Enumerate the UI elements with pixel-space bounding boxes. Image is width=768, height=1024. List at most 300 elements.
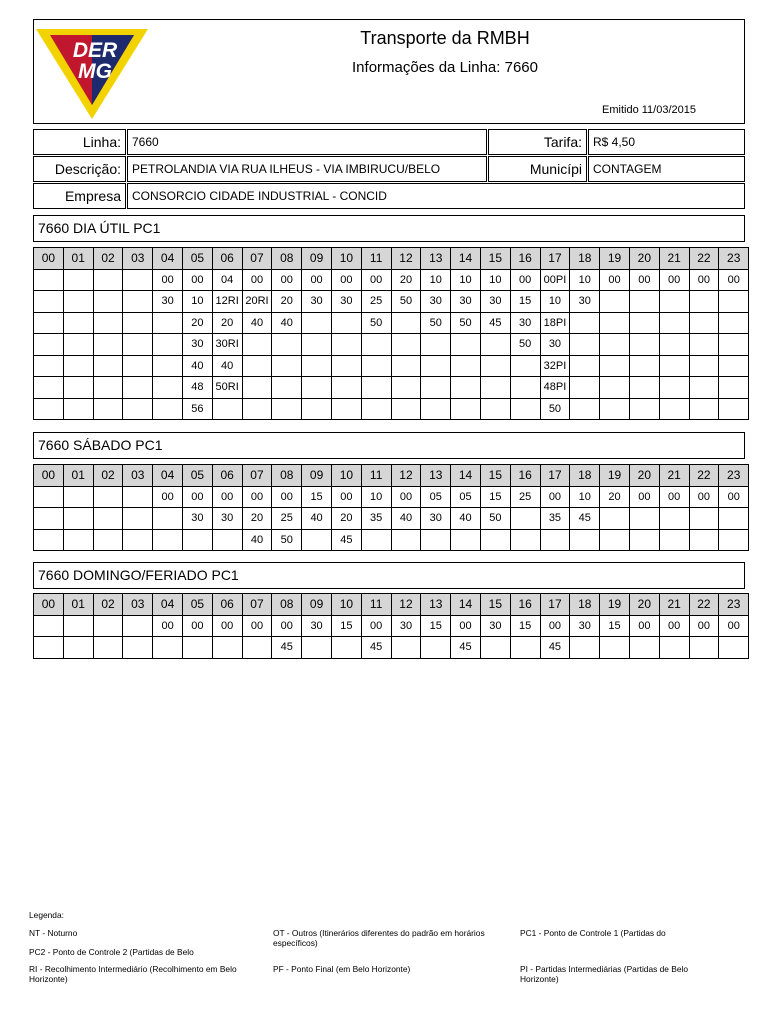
departure-time-cell: 04 bbox=[212, 269, 242, 291]
schedule-row bbox=[34, 508, 749, 530]
hour-header-cell: 04 bbox=[153, 465, 183, 487]
departure-time-cell: 05 bbox=[451, 486, 481, 508]
departure-time-cell bbox=[719, 291, 749, 313]
municipio-value: CONTAGEM bbox=[588, 156, 745, 182]
departure-time-cell bbox=[480, 355, 510, 377]
departure-time-cell: 00 bbox=[302, 269, 332, 291]
departure-time-cell bbox=[34, 377, 64, 399]
departure-time-cell bbox=[34, 334, 64, 356]
departure-time-cell: 15 bbox=[421, 615, 451, 637]
departure-time-cell: 00 bbox=[212, 615, 242, 637]
departure-time-cell bbox=[510, 637, 540, 659]
hour-header-cell: 20 bbox=[629, 465, 659, 487]
departure-time-cell bbox=[689, 355, 719, 377]
departure-time-cell bbox=[242, 334, 272, 356]
departure-time-cell bbox=[451, 377, 481, 399]
departure-time-cell bbox=[629, 355, 659, 377]
departure-time-cell bbox=[34, 291, 64, 313]
departure-time-cell: 30 bbox=[480, 615, 510, 637]
departure-time-cell bbox=[63, 486, 93, 508]
departure-time-cell: 00 bbox=[331, 269, 361, 291]
departure-time-cell: 10 bbox=[570, 269, 600, 291]
hour-header-cell: 22 bbox=[689, 248, 719, 270]
departure-time-cell: 10 bbox=[570, 486, 600, 508]
departure-time-cell: 45 bbox=[331, 529, 361, 551]
hour-header-cell: 03 bbox=[123, 465, 153, 487]
schedule-row bbox=[34, 291, 749, 313]
departure-time-cell: 40 bbox=[451, 508, 481, 530]
departure-time-cell: 30 bbox=[421, 508, 451, 530]
departure-time-cell bbox=[719, 508, 749, 530]
departure-time-cell bbox=[659, 637, 689, 659]
departure-time-cell: 00 bbox=[659, 486, 689, 508]
departure-time-cell bbox=[153, 529, 183, 551]
departure-time-cell: 20 bbox=[391, 269, 421, 291]
departure-time-cell: 30 bbox=[182, 508, 212, 530]
hour-header-cell: 01 bbox=[63, 594, 93, 616]
departure-time-cell: 45 bbox=[361, 637, 391, 659]
departure-time-cell bbox=[302, 398, 332, 420]
hour-header-cell: 21 bbox=[659, 465, 689, 487]
legend-pc2: PC2 - Ponto de Controle 2 (Partidas de Belo bbox=[29, 947, 194, 957]
departure-time-cell bbox=[629, 508, 659, 530]
legend-title: Legenda: bbox=[29, 910, 64, 920]
hour-header-cell: 19 bbox=[600, 465, 630, 487]
departure-time-cell bbox=[63, 529, 93, 551]
departure-time-cell: 20 bbox=[242, 508, 272, 530]
departure-time-cell bbox=[570, 377, 600, 399]
departure-time-cell bbox=[659, 377, 689, 399]
hour-header-cell: 08 bbox=[272, 594, 302, 616]
departure-time-cell bbox=[659, 334, 689, 356]
departure-time-cell: 00 bbox=[689, 269, 719, 291]
descricao-value: PETROLANDIA VIA RUA ILHEUS - VIA IMBIRUCU/BELO bbox=[127, 156, 487, 182]
departure-time-cell: 00 bbox=[719, 269, 749, 291]
departure-time-cell bbox=[272, 398, 302, 420]
departure-time-cell bbox=[629, 398, 659, 420]
departure-time-cell bbox=[361, 355, 391, 377]
linha-value: 7660 bbox=[127, 129, 487, 155]
departure-time-cell bbox=[153, 637, 183, 659]
schedule-row bbox=[34, 615, 749, 637]
departure-time-cell: 15 bbox=[480, 486, 510, 508]
departure-time-cell bbox=[689, 312, 719, 334]
departure-time-cell bbox=[391, 398, 421, 420]
schedule-grid-sabado bbox=[33, 464, 749, 551]
hour-header-cell: 21 bbox=[659, 248, 689, 270]
linha-label: Linha: bbox=[33, 129, 126, 155]
departure-time-cell bbox=[570, 312, 600, 334]
departure-time-cell bbox=[123, 291, 153, 313]
departure-time-cell: 30 bbox=[570, 615, 600, 637]
departure-time-cell: 00 bbox=[629, 269, 659, 291]
departure-time-cell bbox=[63, 269, 93, 291]
departure-time-cell bbox=[629, 312, 659, 334]
departure-time-cell bbox=[34, 529, 64, 551]
hour-header-cell: 11 bbox=[361, 248, 391, 270]
departure-time-cell: 00 bbox=[242, 269, 272, 291]
schedule-row bbox=[34, 355, 749, 377]
departure-time-cell bbox=[659, 291, 689, 313]
hour-header-cell: 16 bbox=[510, 465, 540, 487]
hour-header-cell: 06 bbox=[212, 465, 242, 487]
hour-header-cell: 20 bbox=[629, 594, 659, 616]
schedule-row bbox=[34, 334, 749, 356]
departure-time-cell bbox=[63, 334, 93, 356]
departure-time-cell bbox=[63, 615, 93, 637]
departure-time-cell: 56 bbox=[182, 398, 212, 420]
departure-time-cell bbox=[302, 637, 332, 659]
departure-time-cell bbox=[600, 334, 630, 356]
hour-header-cell: 05 bbox=[182, 594, 212, 616]
departure-time-cell: 40 bbox=[212, 355, 242, 377]
departure-time-cell bbox=[391, 355, 421, 377]
departure-time-cell bbox=[63, 398, 93, 420]
empresa-label: Empresa bbox=[33, 183, 126, 209]
departure-time-cell: 45 bbox=[540, 637, 570, 659]
departure-time-cell bbox=[689, 377, 719, 399]
departure-time-cell bbox=[93, 398, 123, 420]
departure-time-cell bbox=[302, 312, 332, 334]
departure-time-cell: 00 bbox=[212, 486, 242, 508]
departure-time-cell bbox=[212, 637, 242, 659]
departure-time-cell bbox=[659, 508, 689, 530]
departure-time-cell: 45 bbox=[570, 508, 600, 530]
hour-header-cell: 08 bbox=[272, 248, 302, 270]
legend-ri: RI - Recolhimento Intermediário (Recolhimento em Belo Horizonte) bbox=[29, 964, 237, 984]
hour-header-cell: 06 bbox=[212, 248, 242, 270]
departure-time-cell: 32PI bbox=[540, 355, 570, 377]
hour-header-cell: 22 bbox=[689, 465, 719, 487]
departure-time-cell: 15 bbox=[600, 615, 630, 637]
departure-time-cell: 45 bbox=[480, 312, 510, 334]
departure-time-cell bbox=[451, 398, 481, 420]
departure-time-cell bbox=[600, 508, 630, 530]
legend-pi: PI - Partidas Intermediárias (Partidas de Belo Horizonte) bbox=[520, 964, 689, 984]
departure-time-cell bbox=[391, 637, 421, 659]
departure-time-cell bbox=[123, 334, 153, 356]
departure-time-cell bbox=[451, 355, 481, 377]
departure-time-cell: 25 bbox=[510, 486, 540, 508]
legend-ot: OT - Outros (Itinerários diferentes do padrão em horários específicos) bbox=[273, 928, 485, 948]
departure-time-cell: 30 bbox=[510, 312, 540, 334]
departure-time-cell bbox=[421, 529, 451, 551]
departure-time-cell bbox=[540, 529, 570, 551]
departure-time-cell bbox=[93, 508, 123, 530]
departure-time-cell bbox=[689, 291, 719, 313]
tarifa-label: Tarifa: bbox=[488, 129, 587, 155]
departure-time-cell bbox=[719, 355, 749, 377]
departure-time-cell bbox=[93, 312, 123, 334]
municipio-label: Municípi bbox=[488, 156, 587, 182]
departure-time-cell: 20 bbox=[272, 291, 302, 313]
departure-time-cell bbox=[510, 355, 540, 377]
departure-time-cell: 40 bbox=[391, 508, 421, 530]
departure-time-cell bbox=[331, 312, 361, 334]
departure-time-cell bbox=[391, 377, 421, 399]
legend-pc1: PC1 - Ponto de Controle 1 (Partidas do bbox=[520, 928, 666, 938]
hour-header-cell: 07 bbox=[242, 594, 272, 616]
departure-time-cell bbox=[93, 377, 123, 399]
departure-time-cell bbox=[93, 334, 123, 356]
departure-time-cell bbox=[153, 312, 183, 334]
hour-header-cell: 09 bbox=[302, 465, 332, 487]
departure-time-cell bbox=[123, 377, 153, 399]
hour-header-cell: 15 bbox=[480, 465, 510, 487]
departure-time-cell bbox=[480, 637, 510, 659]
departure-time-cell bbox=[34, 355, 64, 377]
hour-header-cell: 11 bbox=[361, 594, 391, 616]
departure-time-cell bbox=[689, 334, 719, 356]
departure-time-cell bbox=[689, 508, 719, 530]
hour-header-cell: 15 bbox=[480, 248, 510, 270]
logo-text-mg: MG bbox=[78, 60, 112, 83]
hour-header-cell: 05 bbox=[182, 248, 212, 270]
departure-time-cell bbox=[629, 334, 659, 356]
departure-time-cell bbox=[689, 637, 719, 659]
hour-header-cell: 02 bbox=[93, 465, 123, 487]
departure-time-cell: 20 bbox=[182, 312, 212, 334]
departure-time-cell: 00 bbox=[361, 269, 391, 291]
departure-time-cell: 00 bbox=[689, 615, 719, 637]
departure-time-cell: 50 bbox=[480, 508, 510, 530]
departure-time-cell bbox=[302, 334, 332, 356]
hour-header-cell: 19 bbox=[600, 248, 630, 270]
departure-time-cell: 10 bbox=[421, 269, 451, 291]
departure-time-cell: 00 bbox=[153, 486, 183, 508]
hour-header-cell: 10 bbox=[331, 594, 361, 616]
departure-time-cell: 30 bbox=[480, 291, 510, 313]
departure-time-cell bbox=[421, 355, 451, 377]
hour-header-cell: 00 bbox=[34, 594, 64, 616]
section-title-domingo: 7660 DOMINGO/FERIADO PC1 bbox=[33, 562, 745, 589]
departure-time-cell bbox=[391, 529, 421, 551]
legend-nt: NT - Noturno bbox=[29, 928, 78, 938]
departure-time-cell bbox=[272, 377, 302, 399]
departure-time-cell bbox=[93, 637, 123, 659]
departure-time-cell: 00 bbox=[242, 486, 272, 508]
departure-time-cell bbox=[123, 486, 153, 508]
departure-time-cell: 00 bbox=[510, 269, 540, 291]
hour-header-cell: 05 bbox=[182, 465, 212, 487]
section-title-dia-util: 7660 DIA ÚTIL PC1 bbox=[33, 215, 745, 242]
departure-time-cell: 10 bbox=[540, 291, 570, 313]
departure-time-cell: 30 bbox=[570, 291, 600, 313]
departure-time-cell bbox=[93, 486, 123, 508]
departure-time-cell: 00 bbox=[331, 486, 361, 508]
hour-header-cell: 14 bbox=[451, 594, 481, 616]
departure-time-cell: 30RI bbox=[212, 334, 242, 356]
departure-time-cell: 00 bbox=[659, 269, 689, 291]
departure-time-cell bbox=[331, 355, 361, 377]
departure-time-cell bbox=[719, 637, 749, 659]
departure-time-cell bbox=[510, 377, 540, 399]
departure-time-cell: 05 bbox=[421, 486, 451, 508]
schedule-row bbox=[34, 486, 749, 508]
departure-time-cell: 00 bbox=[451, 615, 481, 637]
departure-time-cell bbox=[421, 398, 451, 420]
departure-time-cell: 50 bbox=[451, 312, 481, 334]
hour-header-cell: 12 bbox=[391, 248, 421, 270]
departure-time-cell bbox=[34, 508, 64, 530]
departure-time-cell: 00 bbox=[153, 615, 183, 637]
departure-time-cell: 00 bbox=[182, 269, 212, 291]
departure-time-cell bbox=[361, 377, 391, 399]
hour-header-cell: 17 bbox=[540, 594, 570, 616]
empresa-value: CONSORCIO CIDADE INDUSTRIAL - CONCID bbox=[127, 183, 745, 209]
departure-time-cell bbox=[123, 398, 153, 420]
departure-time-cell bbox=[242, 398, 272, 420]
hour-header-cell: 23 bbox=[719, 594, 749, 616]
hour-header-cell: 14 bbox=[451, 248, 481, 270]
departure-time-cell bbox=[123, 508, 153, 530]
departure-time-cell bbox=[570, 637, 600, 659]
departure-time-cell bbox=[93, 529, 123, 551]
emitted-date: Emitido 11/03/2015 bbox=[602, 104, 696, 116]
departure-time-cell: 00 bbox=[719, 486, 749, 508]
hour-header-cell: 12 bbox=[391, 594, 421, 616]
departure-time-cell: 15 bbox=[510, 615, 540, 637]
departure-time-cell: 30 bbox=[302, 291, 332, 313]
departure-time-cell bbox=[331, 377, 361, 399]
hour-header-cell: 00 bbox=[34, 465, 64, 487]
departure-time-cell bbox=[93, 355, 123, 377]
departure-time-cell bbox=[689, 398, 719, 420]
departure-time-cell bbox=[272, 334, 302, 356]
departure-time-cell: 40 bbox=[272, 312, 302, 334]
departure-time-cell: 00 bbox=[272, 615, 302, 637]
departure-time-cell: 40 bbox=[302, 508, 332, 530]
departure-time-cell: 20 bbox=[600, 486, 630, 508]
departure-time-cell: 50 bbox=[540, 398, 570, 420]
departure-time-cell bbox=[361, 398, 391, 420]
departure-time-cell bbox=[242, 637, 272, 659]
hour-header-cell: 16 bbox=[510, 594, 540, 616]
departure-time-cell bbox=[63, 312, 93, 334]
departure-time-cell bbox=[600, 377, 630, 399]
hour-header-cell: 15 bbox=[480, 594, 510, 616]
departure-time-cell: 25 bbox=[361, 291, 391, 313]
departure-time-cell bbox=[451, 334, 481, 356]
departure-time-cell: 30 bbox=[182, 334, 212, 356]
departure-time-cell: 50 bbox=[272, 529, 302, 551]
departure-time-cell bbox=[600, 637, 630, 659]
departure-time-cell: 00 bbox=[719, 615, 749, 637]
hour-header-cell: 17 bbox=[540, 465, 570, 487]
hour-header-cell: 21 bbox=[659, 594, 689, 616]
departure-time-cell: 15 bbox=[510, 291, 540, 313]
departure-time-cell: 20 bbox=[212, 312, 242, 334]
hour-header-cell: 14 bbox=[451, 465, 481, 487]
departure-time-cell bbox=[600, 355, 630, 377]
section-title-sabado: 7660 SÁBADO PC1 bbox=[33, 432, 745, 459]
departure-time-cell bbox=[570, 334, 600, 356]
departure-time-cell bbox=[242, 377, 272, 399]
departure-time-cell bbox=[302, 529, 332, 551]
schedule-grid-dia-util bbox=[33, 247, 749, 420]
departure-time-cell: 00 bbox=[629, 615, 659, 637]
departure-time-cell: 45 bbox=[451, 637, 481, 659]
departure-time-cell bbox=[719, 334, 749, 356]
hour-header-cell: 02 bbox=[93, 248, 123, 270]
departure-time-cell bbox=[659, 529, 689, 551]
departure-time-cell bbox=[123, 355, 153, 377]
departure-time-cell bbox=[451, 529, 481, 551]
departure-time-cell: 30 bbox=[153, 291, 183, 313]
hour-header-cell: 11 bbox=[361, 465, 391, 487]
departure-time-cell: 15 bbox=[302, 486, 332, 508]
departure-time-cell bbox=[391, 312, 421, 334]
departure-time-cell bbox=[153, 508, 183, 530]
departure-time-cell: 30 bbox=[212, 508, 242, 530]
hour-header-cell: 23 bbox=[719, 465, 749, 487]
departure-time-cell: 00 bbox=[272, 269, 302, 291]
hour-header-cell: 02 bbox=[93, 594, 123, 616]
departure-time-cell bbox=[629, 529, 659, 551]
hour-header-cell: 03 bbox=[123, 594, 153, 616]
departure-time-cell: 10 bbox=[480, 269, 510, 291]
hour-header-cell: 01 bbox=[63, 248, 93, 270]
hour-header-cell: 12 bbox=[391, 465, 421, 487]
departure-time-cell bbox=[331, 398, 361, 420]
departure-time-cell bbox=[272, 355, 302, 377]
departure-time-cell bbox=[123, 529, 153, 551]
departure-time-cell bbox=[570, 398, 600, 420]
departure-time-cell bbox=[629, 291, 659, 313]
hour-header-cell: 17 bbox=[540, 248, 570, 270]
departure-time-cell: 50 bbox=[391, 291, 421, 313]
departure-time-cell bbox=[302, 355, 332, 377]
departure-time-cell: 00PI bbox=[540, 269, 570, 291]
departure-time-cell: 00 bbox=[391, 486, 421, 508]
hour-header-cell: 18 bbox=[570, 594, 600, 616]
departure-time-cell bbox=[600, 312, 630, 334]
departure-time-cell: 00 bbox=[600, 269, 630, 291]
tarifa-value: R$ 4,50 bbox=[588, 129, 745, 155]
page-title: Transporte da RMBH bbox=[360, 28, 530, 48]
departure-time-cell bbox=[480, 398, 510, 420]
departure-time-cell bbox=[302, 377, 332, 399]
departure-time-cell: 48PI bbox=[540, 377, 570, 399]
hour-header-cell: 23 bbox=[719, 248, 749, 270]
departure-time-cell bbox=[123, 312, 153, 334]
departure-time-cell: 00 bbox=[182, 615, 212, 637]
departure-time-cell bbox=[182, 637, 212, 659]
departure-time-cell: 45 bbox=[272, 637, 302, 659]
departure-time-cell bbox=[63, 291, 93, 313]
departure-time-cell bbox=[719, 398, 749, 420]
departure-time-cell: 30 bbox=[331, 291, 361, 313]
departure-time-cell: 35 bbox=[540, 508, 570, 530]
hour-header-cell: 03 bbox=[123, 248, 153, 270]
departure-time-cell: 00 bbox=[540, 615, 570, 637]
der-mg-logo bbox=[36, 27, 148, 121]
logo-text-der: DER bbox=[72, 39, 118, 62]
departure-time-cell bbox=[63, 508, 93, 530]
departure-time-cell: 30 bbox=[391, 615, 421, 637]
departure-time-cell: 30 bbox=[540, 334, 570, 356]
departure-time-cell bbox=[480, 334, 510, 356]
hour-header-cell: 08 bbox=[272, 465, 302, 487]
departure-time-cell: 00 bbox=[540, 486, 570, 508]
departure-time-cell bbox=[600, 529, 630, 551]
departure-time-cell: 35 bbox=[361, 508, 391, 530]
legend-pf: PF - Ponto Final (em Belo Horizonte) bbox=[273, 964, 411, 974]
departure-time-cell: 50 bbox=[510, 334, 540, 356]
departure-time-cell bbox=[63, 637, 93, 659]
descricao-label: Descrição: bbox=[33, 156, 126, 182]
departure-time-cell bbox=[34, 615, 64, 637]
